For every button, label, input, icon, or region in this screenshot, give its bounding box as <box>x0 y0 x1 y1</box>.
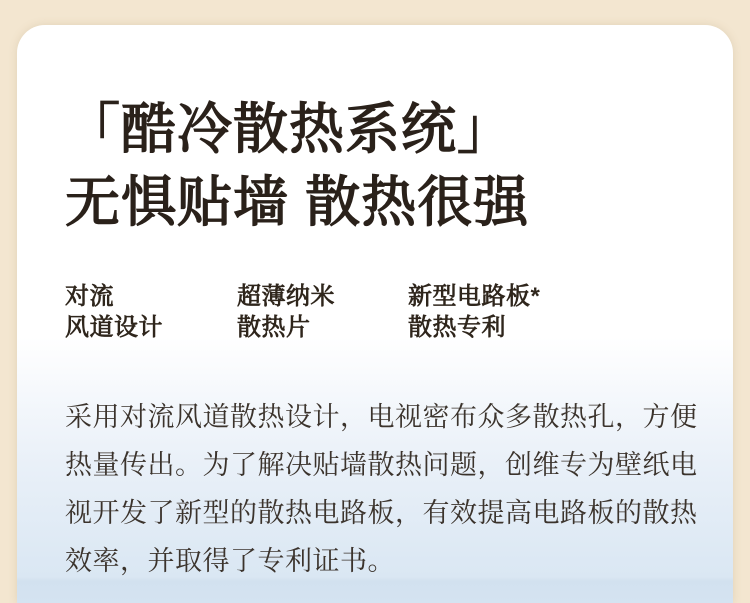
headline-line-2: 无惧贴墙 散热很强 <box>65 171 530 233</box>
body-line: 视开发了新型的散热电路板，有效提高电路板的散热 <box>65 498 698 528</box>
content-card <box>17 25 733 603</box>
feature-line: 散热专利 <box>408 314 506 341</box>
feature-item-nano-heatsink <box>237 281 408 343</box>
body-line: 效率，并取得了专利证书。 <box>65 546 395 576</box>
feature-line: 超薄纳米 <box>237 283 335 310</box>
body-line: 热量传出。为了解决贴墙散热问题，创维专为壁纸电 <box>65 450 698 480</box>
body-paragraph <box>65 393 698 585</box>
feature-list <box>65 281 685 343</box>
headline <box>65 93 685 239</box>
feature-line: 风道设计 <box>65 314 163 341</box>
headline-line-1: 「酷冷散热系统」 <box>65 98 514 160</box>
feature-line: 散热片 <box>237 314 311 341</box>
feature-line: 新型电路板* <box>408 283 541 310</box>
feature-line: 对流 <box>65 283 114 310</box>
feature-item-circuit-board-patent <box>408 281 685 343</box>
feature-item-convection-duct <box>65 281 237 343</box>
body-line: 采用对流风道散热设计，电视密布众多散热孔，方便 <box>65 402 698 432</box>
